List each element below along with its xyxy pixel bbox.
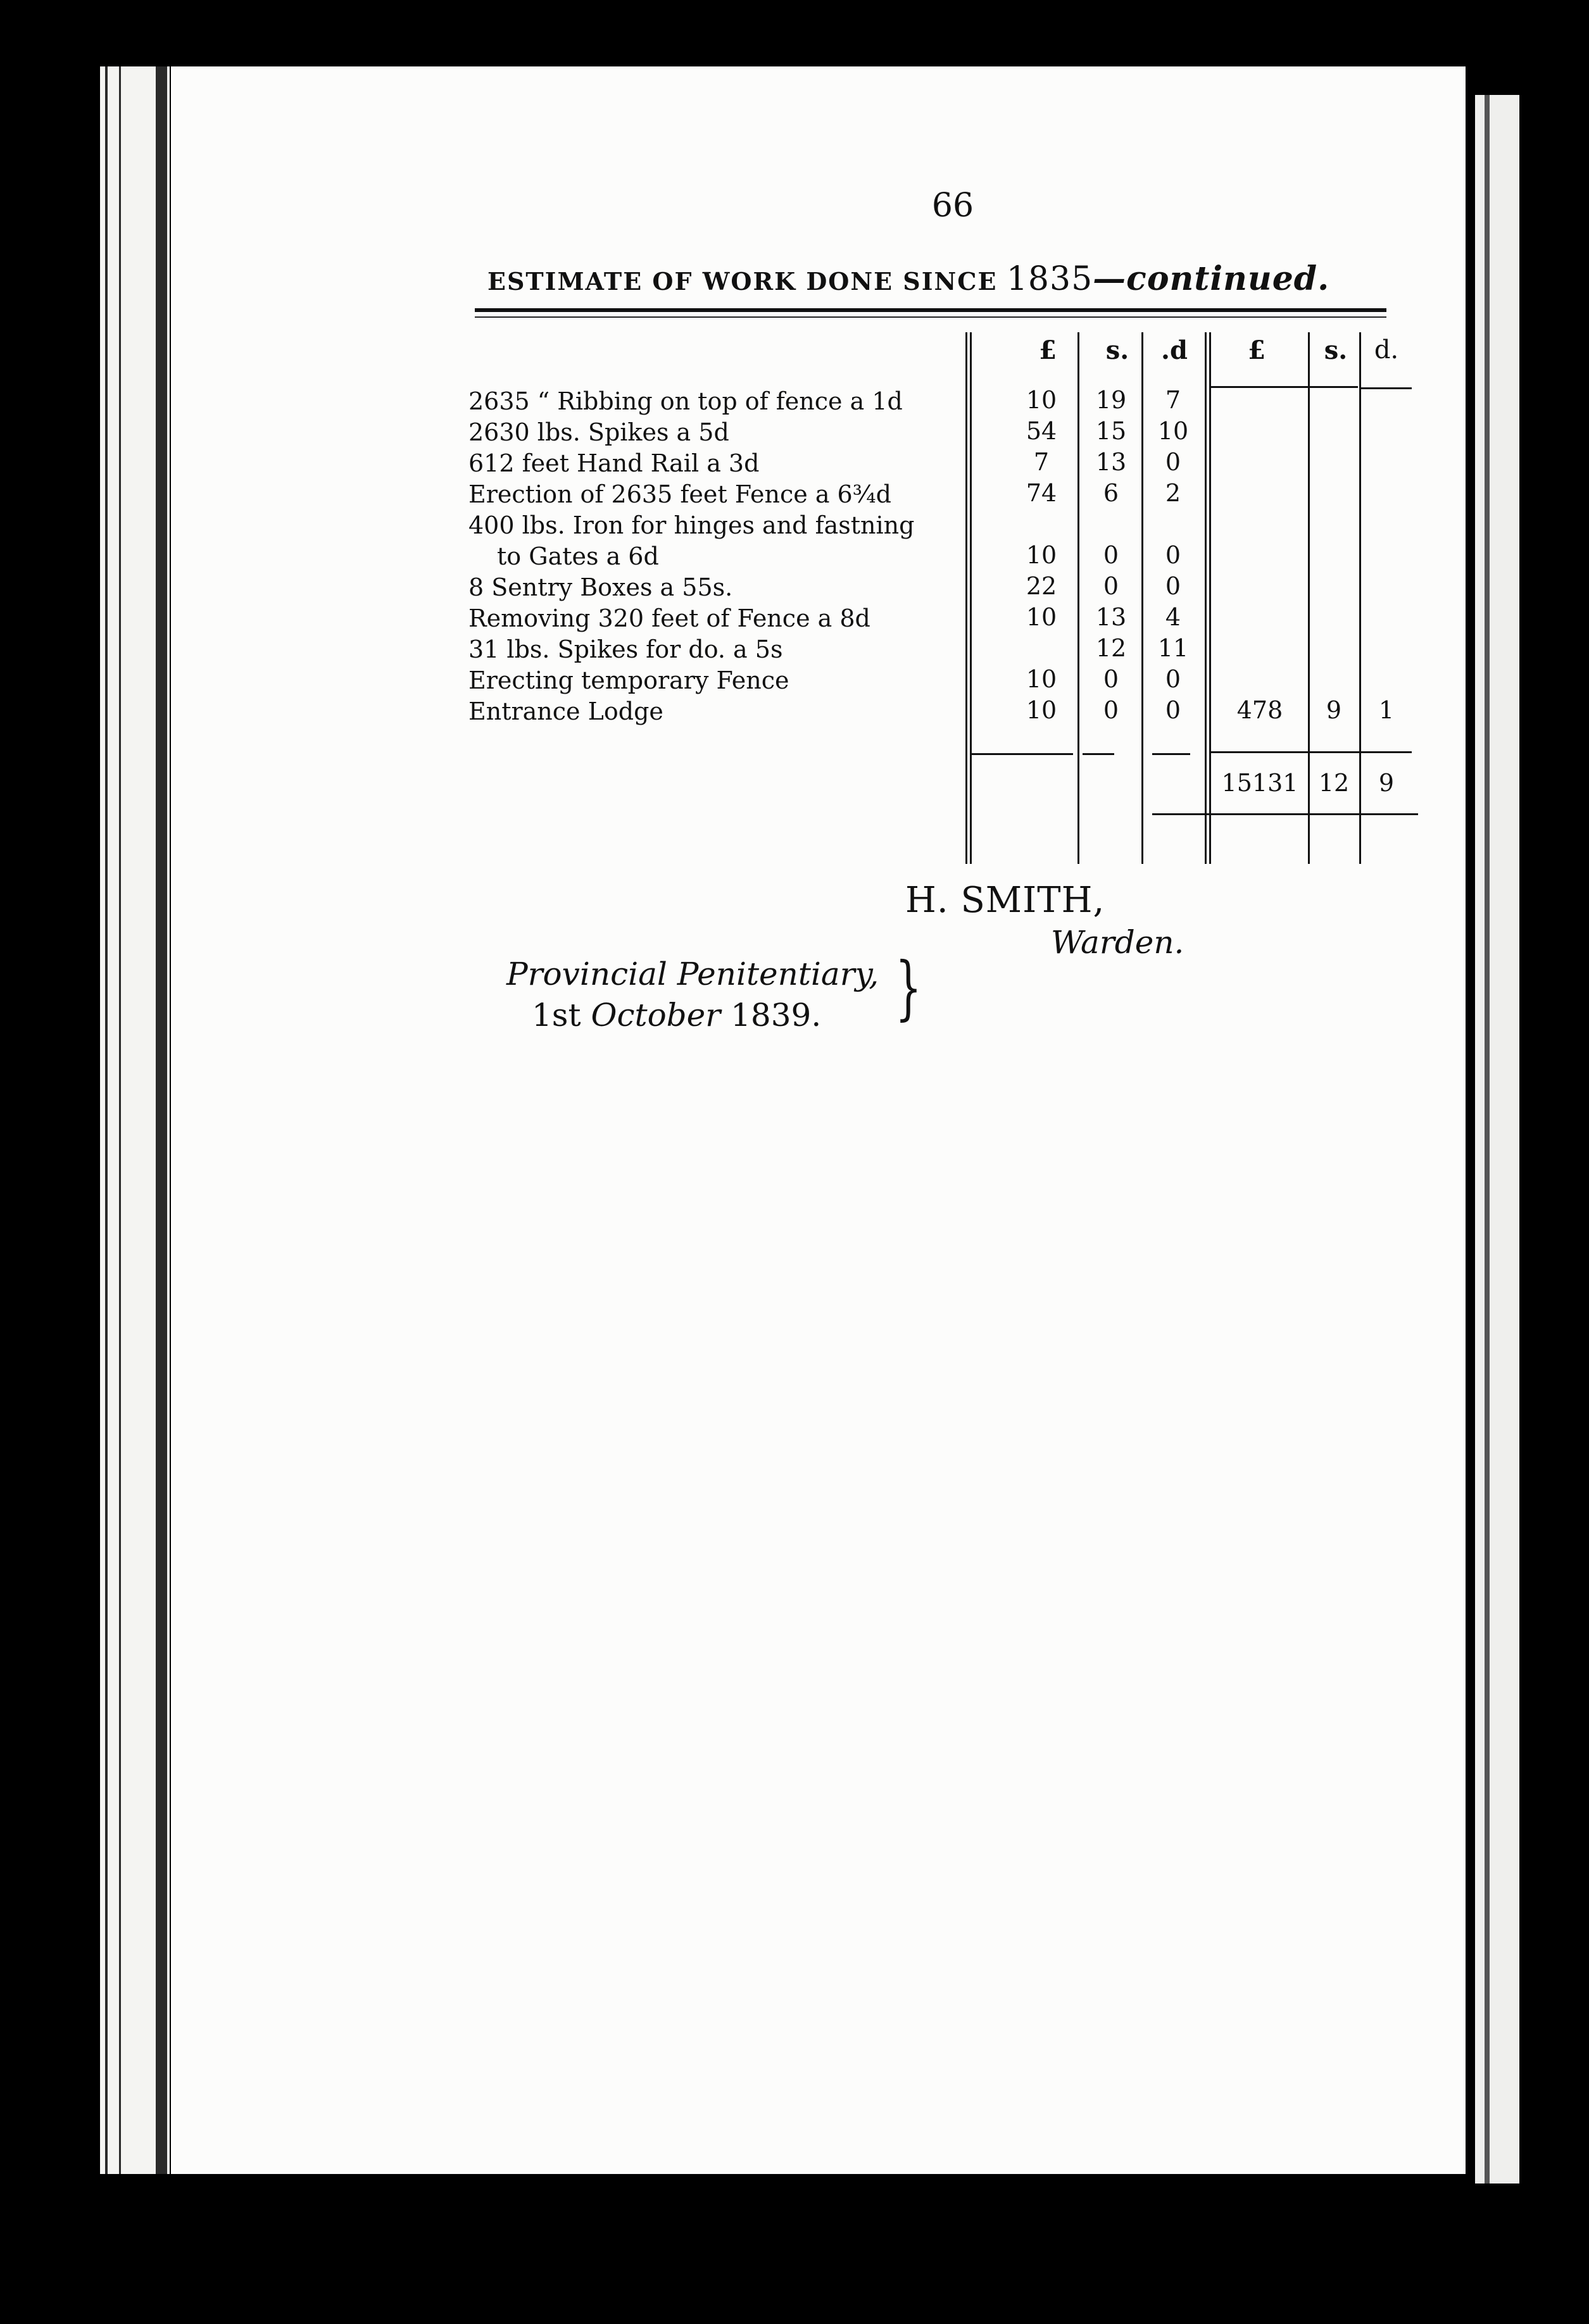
- item-description: 2630 lbs. Spikes a 5d: [468, 418, 729, 446]
- amount-shillings: 0: [1103, 541, 1119, 569]
- signature-name: H. SMITH,: [905, 880, 1105, 921]
- amount-pence: 0: [1165, 572, 1181, 600]
- amount-pence: 0: [1165, 448, 1181, 476]
- document-page: [171, 66, 1466, 2174]
- item-description: 400 lbs. Iron for hinges and fastning: [468, 511, 915, 539]
- subtotal-pence: 1: [1378, 696, 1395, 724]
- header-underline: [1310, 386, 1358, 388]
- sum-rule: [1209, 751, 1412, 753]
- amount-pounds: 10: [1026, 603, 1057, 631]
- item-description: Erecting temporary Fence: [468, 666, 789, 694]
- header-underline: [1209, 386, 1310, 388]
- item-description: 31 lbs. Spikes for do. a 5s: [468, 635, 783, 663]
- amount-shillings: 19: [1095, 386, 1127, 414]
- signature-role: Warden.: [1051, 924, 1184, 961]
- amount-pounds: 10: [1026, 696, 1057, 724]
- item-list: [468, 386, 975, 727]
- column-header-pounds: £: [1039, 335, 1057, 365]
- date-year: 1839.: [731, 997, 822, 1034]
- amount-shillings: 13: [1095, 603, 1127, 631]
- amount-pence: 7: [1165, 386, 1181, 414]
- item-description: Removing 320 feet of Fence a 8d: [468, 604, 870, 632]
- amount-shillings: 0: [1103, 696, 1119, 724]
- amount-pence: 10: [1157, 417, 1189, 445]
- heading-continued: —continued.: [1093, 259, 1330, 298]
- total-rule: [1152, 813, 1418, 815]
- heading-year: 1835: [1006, 260, 1093, 298]
- edge-line: [105, 66, 108, 2174]
- date-month: October: [591, 997, 721, 1034]
- column-header-total-pence: d.: [1374, 335, 1399, 365]
- amount-pounds: 10: [1026, 386, 1057, 414]
- amount-pounds: 54: [1026, 417, 1057, 445]
- item-description: 612 feet Hand Rail a 3d: [468, 449, 760, 477]
- amount-pence: 11: [1157, 634, 1189, 662]
- amount-shillings: 0: [1103, 572, 1119, 600]
- column-header-pence: .d: [1161, 335, 1188, 365]
- amount-pounds: 22: [1026, 572, 1057, 600]
- heading-rule-thin: [475, 316, 1386, 318]
- amount-pence: 0: [1165, 696, 1181, 724]
- column-header-shillings: s.: [1105, 335, 1129, 365]
- subtotal-pounds: 478: [1236, 696, 1283, 724]
- amount-shillings: 0: [1103, 665, 1119, 693]
- amount-pounds: 74: [1026, 479, 1057, 507]
- edge-line: [119, 66, 121, 2174]
- amount-pence: 2: [1165, 479, 1181, 507]
- header-underline: [1361, 387, 1412, 389]
- item-description: Entrance Lodge: [468, 697, 663, 725]
- edge-line: [156, 66, 167, 2174]
- amount-pounds: 10: [1026, 665, 1057, 693]
- heading-rule: [475, 308, 1386, 312]
- column-header-total-shillings: s.: [1324, 335, 1348, 365]
- amount-pounds: 10: [1026, 541, 1057, 569]
- subtotal-shillings: 9: [1326, 696, 1342, 724]
- amount-shillings: 6: [1103, 479, 1119, 507]
- item-description: 8 Sentry Boxes a 55s.: [468, 573, 733, 601]
- right-page-edge-line: [1485, 95, 1490, 2183]
- sum-rule: [1083, 753, 1114, 755]
- heading-lead: ESTIMATE OF WORK DONE SINCE: [487, 267, 998, 296]
- left-page-edge: [100, 66, 170, 2174]
- total-pounds: 15131: [1221, 769, 1298, 797]
- table-heading: [487, 259, 1564, 298]
- column-divider: [1209, 332, 1211, 864]
- item-description: 2635 “ Ribbing on top of fence a 1d: [468, 387, 903, 415]
- page-number: 66: [931, 187, 974, 225]
- amount-pence: 0: [1165, 665, 1181, 693]
- item-description: Erection of 2635 feet Fence a 6¾d: [468, 480, 891, 508]
- item-description: to Gates a 6d: [497, 542, 659, 570]
- date-line: [532, 997, 821, 1034]
- column-header-total-pounds: £: [1248, 335, 1266, 365]
- amount-pence: 0: [1165, 541, 1181, 569]
- amount-shillings: 15: [1095, 417, 1127, 445]
- date-day: 1st: [532, 997, 581, 1034]
- amount-pounds: 7: [1033, 448, 1050, 476]
- total-pence: 9: [1378, 769, 1395, 797]
- brace-icon: }: [895, 947, 922, 1028]
- amount-shillings: 13: [1095, 448, 1127, 476]
- sum-rule: [972, 753, 1073, 755]
- sum-rule: [1152, 753, 1190, 755]
- amount-pence: 4: [1165, 603, 1181, 631]
- total-shillings: 12: [1318, 769, 1350, 797]
- amount-shillings: 12: [1095, 634, 1127, 662]
- place-line: Provincial Penitentiary,: [506, 956, 879, 992]
- right-page-edge: [1475, 95, 1519, 2183]
